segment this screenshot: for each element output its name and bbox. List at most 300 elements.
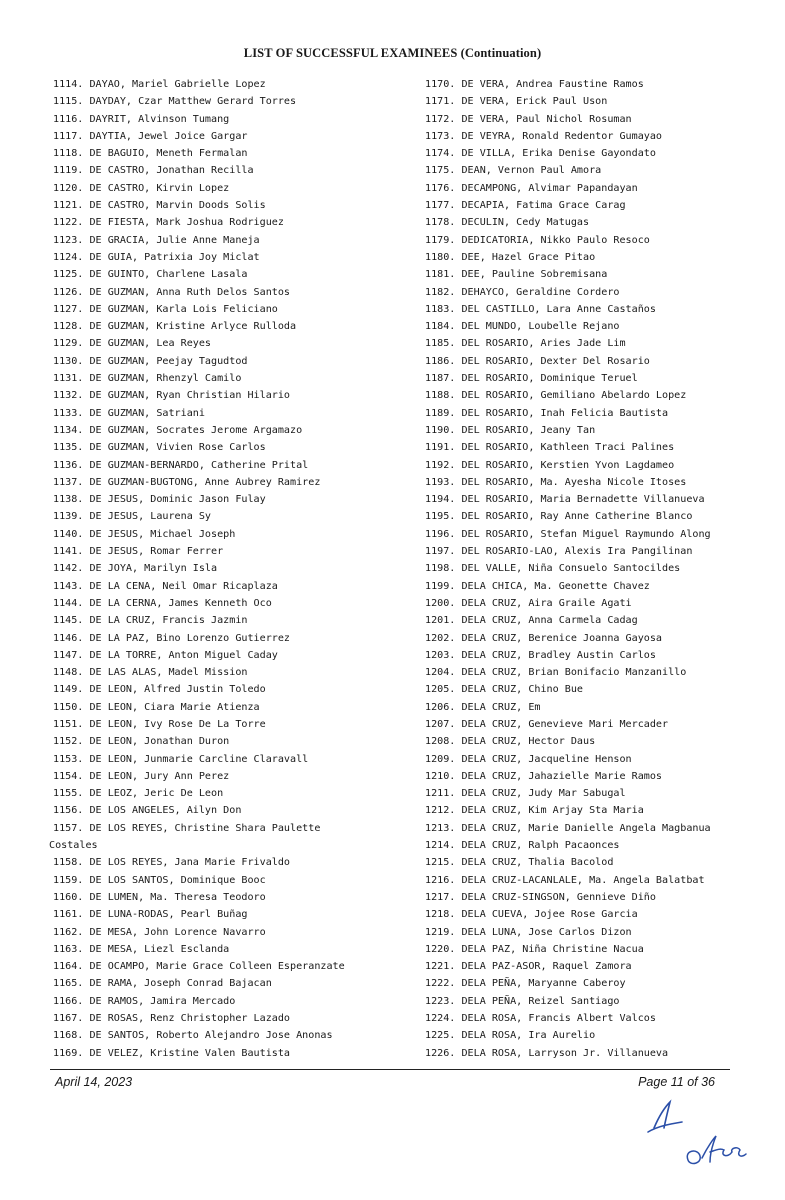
examinee-name: DE GUIA, Patrixia Joy Miclat — [89, 251, 260, 263]
examinee-entry — [53, 422, 408, 439]
examinee-name: DE VERA, Erick Paul Uson — [461, 96, 608, 108]
examinee-name: DE CASTRO, Marvin Doods Solis — [89, 200, 266, 212]
examinee-name: DE LAS ALAS, Madel Mission — [89, 667, 248, 679]
examinee-entry — [53, 975, 408, 992]
examinee-entry — [425, 214, 770, 231]
examinee-entry — [425, 543, 770, 560]
examinee-number: 1197. — [425, 546, 456, 558]
examinee-number: 1115. — [53, 96, 84, 108]
examinee-number: 1181. — [425, 269, 456, 281]
examinee-entry — [425, 681, 770, 698]
examinee-name: DECAPIA, Fatima Grace Carag — [461, 200, 626, 212]
examinee-name: DE OCAMPO, Marie Grace Colleen Esperanzate — [89, 961, 345, 973]
left-column — [49, 76, 408, 1062]
examinee-entry — [53, 560, 408, 577]
footer-date: April 14, 2023 — [55, 1075, 133, 1089]
examinee-name: DELA CRUZ-SINGSON, Gennieve Diño — [461, 891, 656, 903]
examinee-number: 1203. — [425, 649, 456, 661]
examinee-entry — [425, 837, 770, 854]
examinee-entry — [425, 941, 770, 958]
examinee-name: DE VEYRA, Ronald Redentor Gumayao — [461, 130, 663, 142]
examinee-entry — [53, 214, 408, 231]
examinee-number: 1139. — [53, 511, 84, 523]
examinee-entry — [425, 491, 770, 508]
examinee-number: 1172. — [425, 113, 456, 125]
examinee-name: DE CASTRO, Jonathan Recilla — [89, 165, 254, 177]
examinee-number: 1158. — [53, 857, 84, 869]
examinee-number: 1204. — [425, 667, 456, 679]
examinee-number: 1148. — [53, 667, 84, 679]
examinee-name: DE VERA, Andrea Faustine Ramos — [461, 79, 644, 90]
examinee-number: 1154. — [53, 770, 84, 782]
examinee-number: 1217. — [425, 891, 456, 903]
examinee-entry — [425, 612, 770, 629]
examinee-number: 1184. — [425, 321, 456, 333]
examinee-name: DE GUZMAN, Karla Lois Feliciano — [89, 303, 278, 315]
examinee-entry — [53, 802, 408, 819]
examinee-entry — [53, 1027, 408, 1044]
examinee-name: DE GUZMAN, Socrates Jerome Argamazo — [89, 424, 303, 436]
examinee-number: 1144. — [53, 597, 84, 609]
examinee-entry — [425, 560, 770, 577]
examinee-number: 1142. — [53, 563, 84, 575]
examinee-number: 1201. — [425, 615, 456, 627]
examinee-entry — [425, 664, 770, 681]
examinee-entry — [425, 733, 770, 750]
examinee-entry — [53, 370, 408, 387]
examinee-entry — [53, 993, 408, 1010]
examinee-number: 1193. — [425, 476, 456, 488]
examinee-entry — [425, 993, 770, 1010]
examinee-name: DAYDAY, Czar Matthew Gerard Torres — [89, 96, 297, 108]
examinee-number: 1173. — [425, 130, 456, 142]
examinee-number: 1135. — [53, 442, 84, 454]
examinee-entry — [53, 76, 408, 93]
examinee-name: DELA CRUZ, Kim Arjay Sta Maria — [461, 805, 644, 817]
examinee-entry — [53, 924, 408, 941]
footer-rule — [50, 1069, 730, 1070]
footer-page-number: Page 11 of 36 — [638, 1075, 715, 1089]
examinee-entry — [425, 439, 770, 456]
examinee-number: 1194. — [425, 494, 456, 506]
examinee-name: DECULIN, Cedy Matugas — [461, 217, 590, 229]
examinee-number: 1191. — [425, 442, 456, 454]
examinee-entry — [425, 335, 770, 352]
examinee-name: DELA CRUZ, Jahazielle Marie Ramos — [461, 770, 663, 782]
examinee-number: 1207. — [425, 718, 456, 730]
examinee-entry — [53, 716, 408, 733]
examinee-name: DAYTIA, Jewel Joice Gargar — [89, 130, 248, 142]
examinee-number: 1143. — [53, 580, 84, 592]
examinee-name: DELA CRUZ, Jacqueline Henson — [461, 753, 632, 765]
examinee-name: DE LEON, Alfred Justin Toledo — [89, 684, 266, 696]
examinee-name: DE BAGUIO, Meneth Fermalan — [89, 148, 248, 160]
examinee-entry — [425, 975, 770, 992]
examinee-number: 1211. — [425, 788, 456, 800]
examinee-entry — [53, 751, 408, 768]
examinee-name: DELA CRUZ, Em — [461, 701, 541, 713]
examinee-entry — [53, 284, 408, 301]
examinee-name: DELA PAZ-ASOR, Raquel Zamora — [461, 961, 632, 973]
examinee-name: DE GRACIA, Julie Anne Maneja — [89, 234, 260, 246]
examinee-entry — [53, 266, 408, 283]
examinee-number: 1195. — [425, 511, 456, 523]
examinee-entry — [53, 526, 408, 543]
examinee-number: 1119. — [53, 165, 84, 177]
examinee-number: 1225. — [425, 1030, 456, 1042]
examinee-name: DE GUZMAN-BUGTONG, Anne Aubrey Ramirez — [89, 476, 321, 488]
examinee-name: DEL ROSARIO, Kathleen Traci Palines — [461, 442, 675, 454]
examinee-entry — [425, 924, 770, 941]
examinee-name: DEL ROSARIO-LAO, Alexis Ira Pangilinan — [461, 546, 693, 558]
examinee-name: DEL ROSARIO, Jeany Tan — [461, 424, 596, 436]
examinee-number: 1118. — [53, 148, 84, 160]
examinee-entry — [53, 820, 408, 837]
examinee-number: 1147. — [53, 649, 84, 661]
examinee-name: DECAMPONG, Alvimar Papandayan — [461, 182, 638, 194]
examinee-number: 1190. — [425, 424, 456, 436]
examinee-name: DAYAO, Mariel Gabrielle Lopez — [89, 79, 266, 90]
examinee-name: DE JESUS, Michael Joseph — [89, 528, 236, 540]
examinee-number: 1205. — [425, 684, 456, 696]
examinee-number: 1138. — [53, 494, 84, 506]
right-column — [425, 76, 770, 1062]
examinee-entry — [425, 872, 770, 889]
examinee-entry — [53, 457, 408, 474]
examinee-name: DE GUINTO, Charlene Lasala — [89, 269, 248, 281]
examinee-name: DELA ROSA, Francis Albert Valcos — [461, 1013, 656, 1025]
examinee-entry — [425, 854, 770, 871]
examinee-number: 1188. — [425, 390, 456, 402]
examinee-number: 1219. — [425, 926, 456, 938]
examinee-entry — [53, 145, 408, 162]
examinee-name: DELA CRUZ, Hector Daus — [461, 736, 596, 748]
examinee-number: 1162. — [53, 926, 84, 938]
examinee-entry — [425, 785, 770, 802]
examinee-number: 1182. — [425, 286, 456, 298]
examinee-number: 1133. — [53, 407, 84, 419]
examinee-name: DEHAYCO, Geraldine Cordero — [461, 286, 620, 298]
examinee-entry — [53, 785, 408, 802]
examinee-entry — [425, 180, 770, 197]
examinee-number: 1209. — [425, 753, 456, 765]
examinee-entry — [425, 474, 770, 491]
examinee-number: 1164. — [53, 961, 84, 973]
examinee-name: DELA ROSA, Larryson Jr. Villanueva — [461, 1047, 669, 1059]
examinee-entry — [425, 266, 770, 283]
examinee-number: 1213. — [425, 822, 456, 834]
examinee-number: 1208. — [425, 736, 456, 748]
examinee-entry — [53, 578, 408, 595]
examinee-entry — [53, 699, 408, 716]
examinee-name: DEL ROSARIO, Inah Felicia Bautista — [461, 407, 669, 419]
examinee-number: 1192. — [425, 459, 456, 471]
examinee-name: DE GUZMAN, Kristine Arlyce Rulloda — [89, 321, 297, 333]
examinee-number: 1163. — [53, 943, 84, 955]
examinee-name: DE MESA, John Lorence Navarro — [89, 926, 266, 938]
examinee-name: DEL CASTILLO, Lara Anne Castaños — [461, 303, 656, 315]
examinee-entry — [53, 128, 408, 145]
examinee-name: DEE, Hazel Grace Pitao — [461, 251, 596, 263]
examinee-entry — [53, 405, 408, 422]
examinee-name: DELA CRUZ, Thalia Bacolod — [461, 857, 614, 869]
examinee-number: 1146. — [53, 632, 84, 644]
examinee-name: DEAN, Vernon Paul Amora — [461, 165, 602, 177]
examinee-name: DELA ROSA, Ira Aurelio — [461, 1030, 596, 1042]
examinee-number: 1129. — [53, 338, 84, 350]
examinee-number: 1170. — [425, 79, 456, 90]
examinee-entry — [53, 543, 408, 560]
examinee-name: DE MESA, Liezl Esclanda — [89, 943, 230, 955]
examinee-number: 1199. — [425, 580, 456, 592]
examinee-entry — [53, 906, 408, 923]
examinee-number: 1210. — [425, 770, 456, 782]
examinee-entry — [425, 906, 770, 923]
examinee-name: DEL ROSARIO, Dominique Teruel — [461, 373, 638, 385]
examinee-number: 1114. — [53, 79, 84, 90]
examinee-name: DEL ROSARIO, Dexter Del Rosario — [461, 355, 650, 367]
examinee-entry — [53, 1045, 408, 1062]
examinee-entry — [425, 232, 770, 249]
examinee-number: 1130. — [53, 355, 84, 367]
examinee-name: DEL ROSARIO, Aries Jade Lim — [461, 338, 626, 350]
examinee-entry — [53, 439, 408, 456]
examinee-name: DE LA PAZ, Bino Lorenzo Gutierrez — [89, 632, 291, 644]
examinee-entry — [53, 93, 408, 110]
examinee-entry — [425, 768, 770, 785]
examinee-entry — [53, 958, 408, 975]
examinee-number: 1165. — [53, 978, 84, 990]
examinee-name: DE GUZMAN, Ryan Christian Hilario — [89, 390, 291, 402]
examinee-name: DEL MUNDO, Loubelle Rejano — [461, 321, 620, 333]
examinee-entry — [425, 1010, 770, 1027]
examinee-entry — [53, 872, 408, 889]
examinee-entry — [425, 111, 770, 128]
examinee-number: 1151. — [53, 718, 84, 730]
examinee-name: DE RAMOS, Jamira Mercado — [89, 995, 236, 1007]
examinee-name: DE GUZMAN, Vivien Rose Carlos — [89, 442, 266, 454]
examinee-name: DE JESUS, Dominic Jason Fulay — [89, 494, 266, 506]
examinee-number: 1153. — [53, 753, 84, 765]
examinee-name: DE LA CERNA, James Kenneth Oco — [89, 597, 272, 609]
examinee-entry — [53, 474, 408, 491]
examinee-name: DELA CRUZ, Judy Mar Sabugal — [461, 788, 626, 800]
examinee-name: DE GUZMAN, Lea Reyes — [89, 338, 212, 350]
examinee-entry — [53, 768, 408, 785]
examinee-name: DELA CRUZ, Bradley Austin Carlos — [461, 649, 656, 661]
examinee-number: 1131. — [53, 373, 84, 385]
examinee-number: 1212. — [425, 805, 456, 817]
examinee-number: 1127. — [53, 303, 84, 315]
examinee-number: 1171. — [425, 96, 456, 108]
examinee-number: 1221. — [425, 961, 456, 973]
examinee-number: 1155. — [53, 788, 84, 800]
examinee-entry — [53, 162, 408, 179]
examinee-name: DE GUZMAN, Anna Ruth Delos Santos — [89, 286, 291, 298]
examinee-entry — [53, 854, 408, 871]
examinee-entry — [53, 1010, 408, 1027]
examinee-entry — [425, 595, 770, 612]
examinee-number: 1128. — [53, 321, 84, 333]
examinee-number: 1137. — [53, 476, 84, 488]
examinee-name: DEE, Pauline Sobremisana — [461, 269, 608, 281]
examinee-number: 1121. — [53, 200, 84, 212]
examinee-entry — [53, 301, 408, 318]
examinee-name: DE LA CENA, Neil Omar Ricaplaza — [89, 580, 278, 592]
examinee-number: 1132. — [53, 390, 84, 402]
examinee-number: 1159. — [53, 874, 84, 886]
examinee-name: DEL ROSARIO, Kerstien Yvon Lagdameo — [461, 459, 675, 471]
examinee-name: DE RAMA, Joseph Conrad Bajacan — [89, 978, 272, 990]
examinee-name: DE LOS REYES, Jana Marie Frivaldo — [89, 857, 291, 869]
examinee-number: 1222. — [425, 978, 456, 990]
examinee-number: 1214. — [425, 840, 456, 852]
examinee-entry — [53, 612, 408, 629]
examinee-number: 1141. — [53, 546, 84, 558]
examinee-name: DE LUNA-RODAS, Pearl Buñag — [89, 909, 248, 921]
examinee-name: DELA CRUZ, Chino Bue — [461, 684, 584, 696]
examinee-number: 1180. — [425, 251, 456, 263]
examinee-name: DE LOS ANGELES, Ailyn Don — [89, 805, 242, 817]
examinee-entry — [53, 335, 408, 352]
examinee-name: DEL ROSARIO, Gemiliano Abelardo Lopez — [461, 390, 687, 402]
examinee-entry — [425, 1027, 770, 1044]
examinee-name: DE JESUS, Romar Ferrer — [89, 546, 224, 558]
examinee-name: DE LEON, Junmarie Carcline Claravall — [89, 753, 309, 765]
examinee-name: DE GUZMAN, Satriani — [89, 407, 205, 419]
examinee-entry — [425, 301, 770, 318]
examinee-number: 1206. — [425, 701, 456, 713]
examinee-entry — [425, 457, 770, 474]
examinee-number: 1122. — [53, 217, 84, 229]
examinee-name: DEL ROSARIO, Ray Anne Catherine Blanco — [461, 511, 693, 523]
examinee-number: 1216. — [425, 874, 456, 886]
examinee-entry — [53, 387, 408, 404]
examinee-name: DAYRIT, Alvinson Tumang — [89, 113, 230, 125]
examinee-number: 1123. — [53, 234, 84, 246]
examinee-number: 1200. — [425, 597, 456, 609]
examinee-entry — [53, 249, 408, 266]
examinee-name: DE LOS SANTOS, Dominique Booc — [89, 874, 266, 886]
examinee-name: DE LOS REYES, Christine Shara Paulette — [89, 822, 321, 834]
examinee-entry — [425, 128, 770, 145]
examinee-entry — [425, 526, 770, 543]
examinee-name: DE VELEZ, Kristine Valen Bautista — [89, 1047, 291, 1059]
examinee-entry — [53, 508, 408, 525]
examinee-name: DELA CRUZ, Genevieve Mari Mercader — [461, 718, 669, 730]
examinee-entry — [425, 802, 770, 819]
examinee-name: DE LA CRUZ, Francis Jazmin — [89, 615, 248, 627]
examinee-name: DE ROSAS, Renz Christopher Lazado — [89, 1013, 291, 1025]
examinee-number: 1177. — [425, 200, 456, 212]
examinee-name: DE LEOZ, Jeric De Leon — [89, 788, 224, 800]
examinee-name: DE LEON, Jury Ann Perez — [89, 770, 230, 782]
examinee-name: DELA CHICA, Ma. Geonette Chavez — [461, 580, 650, 592]
examinee-name: DELA CRUZ, Aira Graile Agati — [461, 597, 632, 609]
examinee-number: 1183. — [425, 303, 456, 315]
examinee-name: DELA PEÑA, Reizel Santiago — [461, 995, 620, 1007]
examinee-number: 1136. — [53, 459, 84, 471]
examinee-name: DELA CRUZ, Anna Carmela Cadag — [461, 615, 638, 627]
examinee-number: 1187. — [425, 373, 456, 385]
signature-initial-2 — [680, 1128, 750, 1173]
examinee-entry — [53, 353, 408, 370]
examinee-number: 1174. — [425, 148, 456, 160]
examinee-number: 1126. — [53, 286, 84, 298]
examinee-number: 1116. — [53, 113, 84, 125]
examinee-number: 1134. — [53, 424, 84, 436]
examinee-name: DELA CRUZ-LACANLALE, Ma. Angela Balatbat — [461, 874, 705, 886]
examinee-entry — [53, 491, 408, 508]
examinee-name: DELA PAZ, Niña Christine Nacua — [461, 943, 644, 955]
examinee-entry — [425, 889, 770, 906]
examinee-name-continuation: Costales — [49, 840, 98, 852]
examinee-entry — [425, 647, 770, 664]
examinee-number: 1125. — [53, 269, 84, 281]
examinee-entry — [425, 353, 770, 370]
examinee-name: DE CASTRO, Kirvin Lopez — [89, 182, 230, 194]
examinee-number: 1215. — [425, 857, 456, 869]
examinee-name: DELA PEÑA, Maryanne Caberoy — [461, 978, 626, 990]
examinee-entry — [53, 232, 408, 249]
examinee-name: DELA LUNA, Jose Carlos Dizon — [461, 926, 632, 938]
examinee-name: DEL ROSARIO, Ma. Ayesha Nicole Itoses — [461, 476, 687, 488]
examinee-name: DEL ROSARIO, Maria Bernadette Villanueva — [461, 494, 705, 506]
page-title: LIST OF SUCCESSFUL EXAMINEES (Continuation) — [243, 46, 542, 60]
examinee-number: 1160. — [53, 891, 84, 903]
examinee-entry — [53, 318, 408, 335]
examinee-entry — [53, 111, 408, 128]
examinee-number: 1196. — [425, 528, 456, 540]
examinee-entry — [53, 681, 408, 698]
examinee-number: 1149. — [53, 684, 84, 696]
examinee-entry — [425, 508, 770, 525]
examinee-name: DE GUZMAN, Rhenzyl Camilo — [89, 373, 242, 385]
examinee-name: DE VERA, Paul Nichol Rosuman — [461, 113, 632, 125]
examinee-number: 1169. — [53, 1047, 84, 1059]
examinee-number: 1178. — [425, 217, 456, 229]
examinee-entry — [53, 941, 408, 958]
examinee-name: DELA CRUZ, Brian Bonifacio Manzanillo — [461, 667, 687, 679]
examinee-number: 1185. — [425, 338, 456, 350]
examinee-number: 1220. — [425, 943, 456, 955]
examinee-name: DE VILLA, Erika Denise Gayondato — [461, 148, 656, 160]
examinee-entry — [425, 370, 770, 387]
examinee-name: DELA CRUZ, Ralph Pacaonces — [461, 840, 620, 852]
examinee-entry — [425, 145, 770, 162]
examinee-number: 1120. — [53, 182, 84, 194]
examinee-name: DEDICATORIA, Nikko Paulo Resoco — [461, 234, 650, 246]
examinee-entry — [425, 93, 770, 110]
examinee-name: DEL ROSARIO, Stefan Miguel Raymundo Along — [461, 528, 711, 540]
examinee-entry — [425, 405, 770, 422]
examinee-name: DE JESUS, Laurena Sy — [89, 511, 212, 523]
examinee-name: DELA CRUZ, Marie Danielle Angela Magbanua — [461, 822, 711, 834]
examinee-entry — [53, 595, 408, 612]
examinee-entry — [425, 387, 770, 404]
examinee-entry — [425, 751, 770, 768]
examinee-number: 1168. — [53, 1030, 84, 1042]
examinee-number: 1167. — [53, 1013, 84, 1025]
examinee-entry — [425, 699, 770, 716]
examinee-entry — [53, 647, 408, 664]
examinee-entry — [425, 820, 770, 837]
examinee-number: 1156. — [53, 805, 84, 817]
examinee-entry — [425, 249, 770, 266]
examinee-name: DE SANTOS, Roberto Alejandro Jose Anonas — [89, 1030, 333, 1042]
examinee-number: 1226. — [425, 1047, 456, 1059]
examinee-entry — [425, 318, 770, 335]
